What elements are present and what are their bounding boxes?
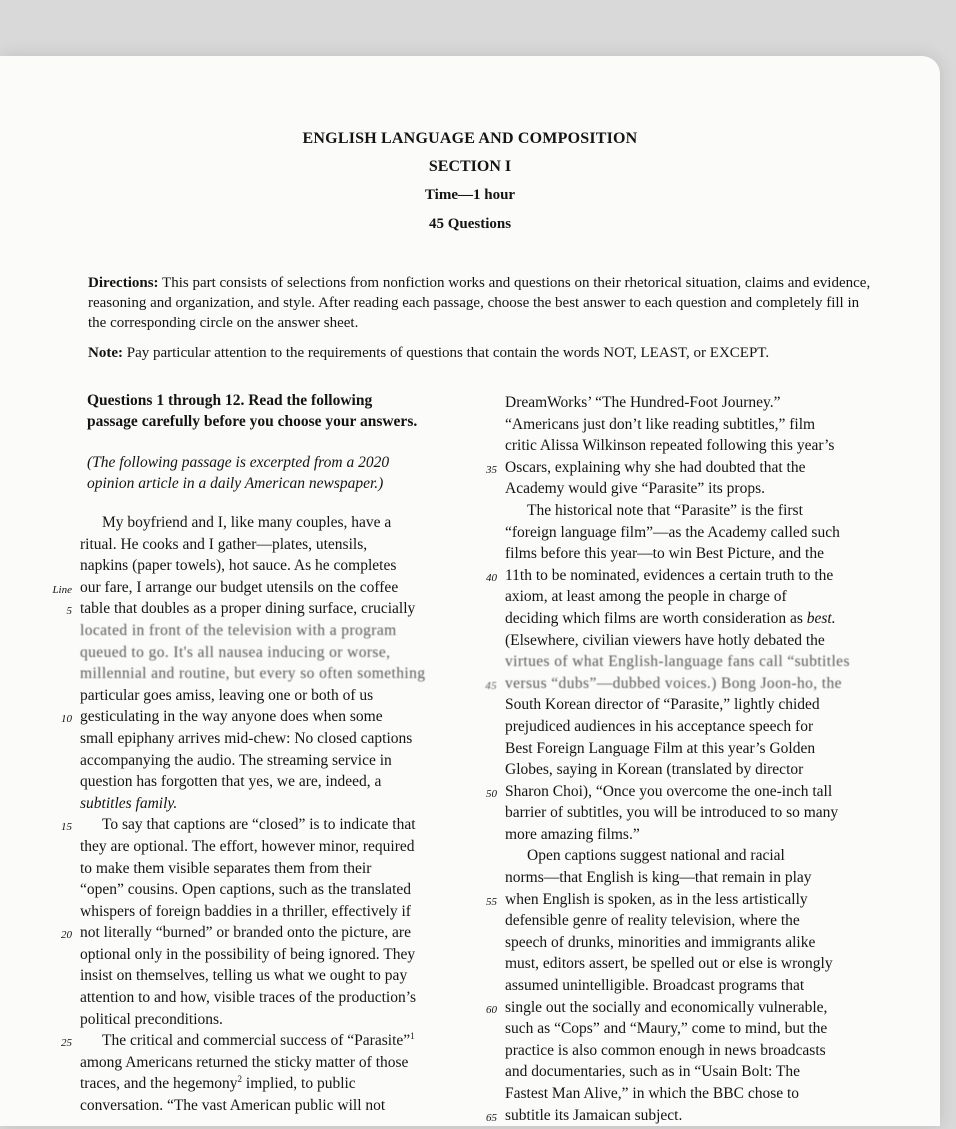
line-text: The historical note that “Parasite” is the first [527,501,803,519]
line-text: 11th to be nominated, evidences a certain truth to the [505,566,834,584]
left-passage-line [80,858,470,880]
line-text: virtues of what English-language fans call “subtitles [505,653,850,671]
right-passage-line [505,1040,925,1062]
section-label: SECTION I [428,158,512,175]
line-text: conversation. “The vast American public will not [80,1097,386,1115]
line-number: 35 [486,463,497,476]
line-text: small epiphany arrives mid-chew: No closed captions [80,729,413,747]
right-passage-line [505,975,925,997]
directions-label: Directions: [88,275,159,291]
right-passage-line [505,953,925,975]
line-text: axiom, at least among the people in charge of [505,588,787,606]
left-passage-line [61,922,470,944]
line-text: particular goes amiss, leaving one or both of us [80,686,374,704]
line-number: 5 [66,605,72,618]
line-text: deciding which films are worth consideration as best. [505,609,836,627]
line-text: ritual. He cooks and I gather—plates, utensils, [80,535,368,553]
source-note-line-2: opinion article in a daily American newspaper.) [87,475,384,492]
questions-heading-line-2: passage carefully before you choose your answers. [87,413,418,430]
line-text: such as “Cops” and “Maury,” come to mind, but the [505,1020,828,1038]
right-passage-line [505,1018,925,1040]
right-passage-line [505,586,925,608]
line-text: The critical and commercial success of “Parasite” [102,1032,411,1050]
right-passage-line [505,630,925,652]
left-passage-line [80,512,470,534]
left-passage-line [80,1009,470,1031]
left-passage-line [80,879,470,901]
line-text: versus “dubs”—dubbed voices.) Bong Joon-ho, the [505,674,842,692]
line-text: they are optional. The effort, however minor, required [80,837,415,855]
note-label: Note: [88,345,123,361]
line-text: defensible genre of reality television, where the [505,912,800,930]
exam-page [0,56,940,1126]
line-text: whispers of foreign baddies in a thriller, effectively if [80,902,411,920]
left-passage-line [80,685,470,707]
right-passage-line [505,867,925,889]
right-passage-line [486,1105,925,1127]
line-text: Academy would give “Parasite” its props. [505,480,765,498]
line-text: and documentaries, such as in “Usain Bolt: The [505,1063,801,1081]
passage-left-column [52,390,470,1117]
line-text: accompanying the audio. The streaming service in [80,751,392,769]
right-passage-line [486,781,925,803]
line-number: Line [52,583,72,596]
left-passage-line [80,1052,470,1074]
line-number: 45 [485,679,497,692]
line-text: practice is also common enough in news broadcasts [505,1041,826,1059]
line-text: “foreign language film”—as the Academy called such [505,523,840,541]
time-limit: Time—1 hour [424,187,516,203]
directions-paragraph [88,273,878,333]
line-text: napkins (paper towels), hot sauce. As he completes [80,557,397,575]
left-passage-line [80,620,470,642]
line-number: 25 [61,1037,72,1050]
line-text: My boyfriend and I, like many couples, have a [102,514,392,531]
left-passage-line [80,750,470,772]
left-passage-line [66,598,470,620]
line-text: subtitles family. [80,794,178,812]
left-passage-line [80,663,470,685]
line-text: Sharon Choi), “Once you overcome the one-inch tall [505,782,833,800]
line-number: 15 [61,821,72,834]
line-text: insist on themselves, telling us what we ought to pay [80,967,408,985]
line-text: Open captions suggest national and racial [527,847,785,865]
right-passage-line [505,910,925,932]
line-text: films before this year—to win Best Picture, and the [505,545,824,563]
line-number: 55 [486,895,497,908]
exam-title: ENGLISH LANGUAGE AND COMPOSITION [302,130,638,147]
line-text: traces, and the hegemony [80,1075,238,1093]
line-text: assumed unintelligible. Broadcast programs that [505,977,805,995]
line-text: prejudiced audiences in his acceptance speech for [505,717,814,735]
left-passage-line [80,534,470,556]
line-text: queued to go. It's all nausea inducing or worse, [80,643,391,661]
line-text: more amazing films.” [505,825,640,843]
right-passage-line [505,1083,925,1105]
right-passage-line [505,845,925,867]
footnote-marker: 1 [410,1031,415,1042]
left-passage-line [61,814,470,836]
right-passage-line [486,997,925,1019]
line-text: critic Alissa Wilkinson repeated following this year’s [505,437,835,455]
line-text: speech of drunks, minorities and immigrants alike [505,933,816,951]
passage-source-note [87,452,470,494]
questions-heading-line-1: Questions 1 through 12. Read the following [87,392,373,409]
line-text: Fastest Man Alive,” in which the BBC chose to [505,1085,800,1102]
line-text: question has forgotten that yes, we are, indeed, a [80,773,382,791]
line-text: To say that captions are “closed” is to indicate that [102,816,416,834]
left-passage-line [80,836,470,858]
line-text: millennial and routine, but every so often something [80,665,426,683]
right-passage-line [505,435,925,457]
left-passage-line [80,901,470,923]
left-passage-line [80,793,470,815]
right-passage-line [505,716,925,738]
line-text: political preconditions. [80,1010,223,1028]
line-text: among Americans returned the sticky matter of those [80,1053,409,1071]
right-passage-line [505,932,925,954]
left-passage-line [80,965,470,987]
right-passage-line [505,478,925,500]
line-text: (Elsewhere, civilian viewers have hotly debated the [505,631,825,649]
line-number: 40 [486,571,497,584]
line-text: “Americans just don’t like reading subtitles,” film [505,415,816,433]
line-text: located in front of the television with a program [80,621,397,639]
left-passage-line [80,1073,470,1095]
question-count: 45 Questions [428,216,512,232]
line-text: gesticulating in the way anyone does when some [80,708,383,726]
line-text: to make them visible separates them from their [80,859,372,877]
line-text: optional only in the possibility of being ignored. They [80,945,416,963]
line-text: DreamWorks’ “The Hundred-Foot Journey.” [505,394,781,411]
left-passage-line [80,1095,470,1117]
line-number: 10 [61,713,72,726]
right-passage-line [505,414,925,436]
note-paragraph [88,343,878,363]
line-number: 60 [486,1003,497,1016]
line-text: our fare, I arrange our budget utensils on the coffee [80,578,399,596]
passage-right-column [485,392,925,1126]
right-passage-line [505,651,925,673]
line-number: 65 [486,1111,497,1124]
left-passage-line [80,728,470,750]
line-text: norms—that English is king—that remain in play [505,869,812,887]
right-passage-line [505,1061,925,1083]
note-text: Pay particular attention to the requirements of questions that contain the words NOT, LEAST, or EXCEPT. [126,345,770,361]
right-passage-line [505,500,925,522]
left-passage-line [80,987,470,1009]
right-passage-line [505,608,925,630]
right-passage-line [505,802,925,824]
right-passage-line [486,565,925,587]
left-passage-lines [52,512,470,1117]
source-note-line-1: (The following passage is excerpted from a 2020 [87,454,390,471]
right-passage-line [485,673,925,695]
left-passage-line [61,1030,470,1052]
left-passage-line [61,706,470,728]
line-text: attention to and how, visible traces of the production’s [80,989,417,1007]
left-passage-line [80,771,470,793]
right-passage-line [486,889,925,911]
right-passage-line [505,759,925,781]
right-passage-line [505,738,925,760]
line-text: Best Foreign Language Film at this year’s Golden [505,739,816,757]
line-text: not literally “burned” or branded onto the picture, are [80,924,411,942]
line-text: when English is spoken, as in the less artistically [505,890,808,908]
right-passage-line [505,824,925,846]
right-passage-line [505,694,925,716]
line-text: single out the socially and economically vulnerable, [505,998,828,1016]
line-text: table that doubles as a proper dining surface, crucially [80,600,416,618]
right-passage-lines [485,392,925,1126]
line-text: must, editors assert, be spelled out or else is wrongly [505,955,833,973]
right-passage-line [486,457,925,479]
line-number: 50 [486,787,497,800]
directions-text: This part consists of selections from nonfiction works and questions on their rhetorical situation, claims and evidence, reasoning and organization, and style. After reading each passage, choose the best answer to each question and completely fill in the corresponding circle on the answer sheet. [88,275,871,331]
questions-heading [87,390,470,432]
left-passage-line [80,944,470,966]
line-text: Globes, saying in Korean (translated by director [505,761,804,779]
line-text: barrier of subtitles, you will be introduced to so many [505,804,839,822]
line-number: 20 [61,929,72,942]
footnote-marker: 2 [237,1074,243,1085]
line-text-tail: implied, to public [242,1075,356,1093]
line-text: “open” cousins. Open captions, such as the translated [80,881,412,899]
line-text: Oscars, explaining why she had doubted that the [505,458,806,476]
line-text: subtitle its Jamaican subject. [505,1106,683,1124]
line-text: South Korean director of “Parasite,” lightly chided [505,696,820,714]
right-passage-line [505,543,925,565]
left-passage-line [80,555,470,577]
right-passage-line [505,522,925,544]
right-passage-line [505,392,925,414]
left-passage-line [80,642,470,664]
left-passage-line [52,577,470,599]
